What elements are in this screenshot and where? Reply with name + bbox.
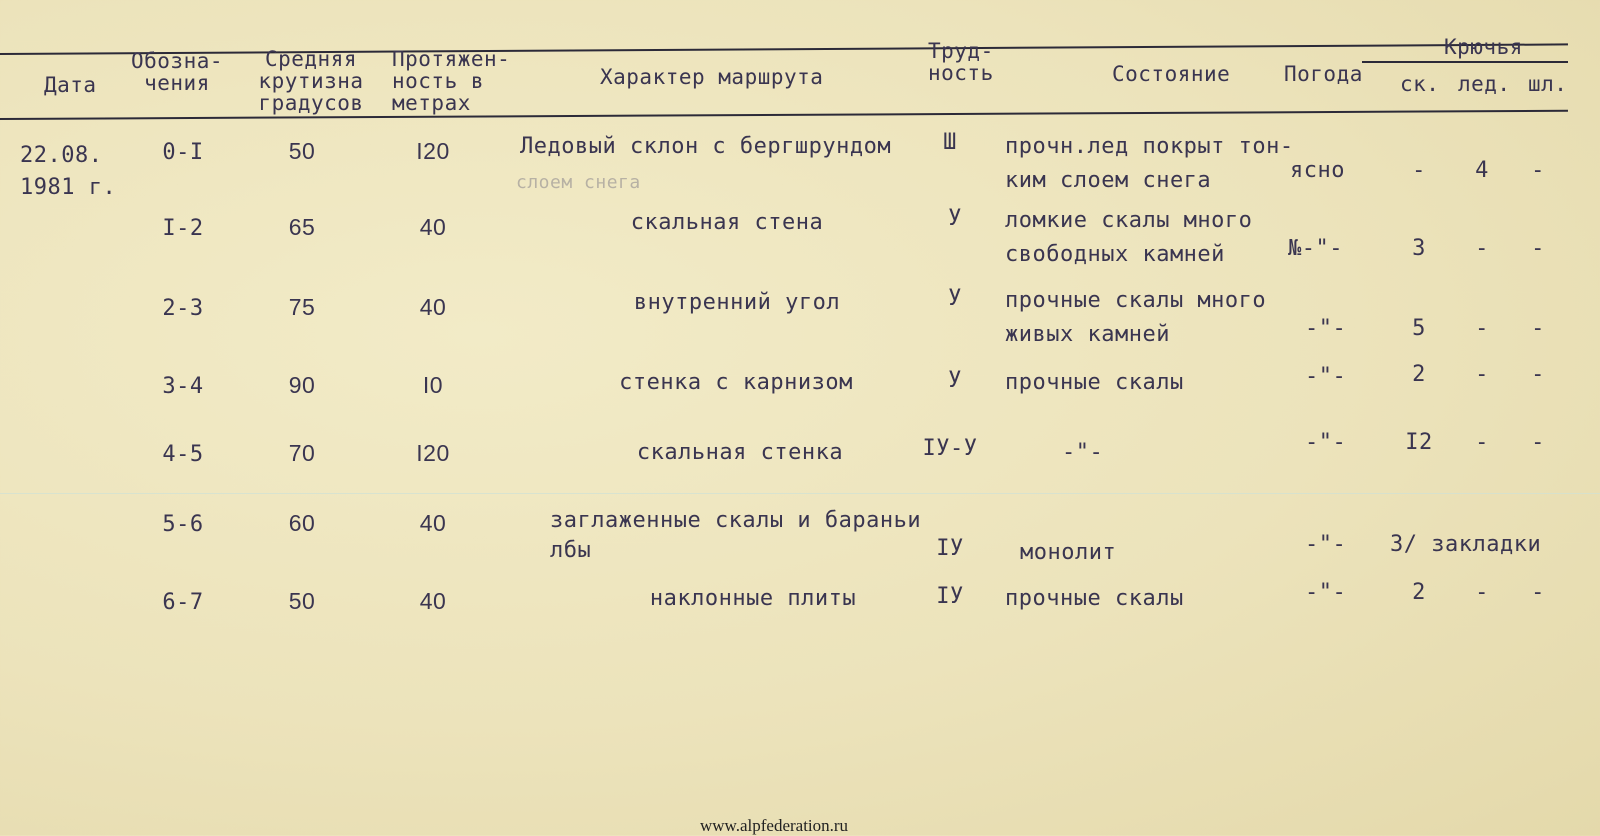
pitons-ice-value: 4 <box>1475 158 1489 183</box>
header-steepness: Средняя крутизна градусов <box>258 47 364 115</box>
header-designation: Обозна- чения <box>130 49 224 95</box>
route-character: скальная стена <box>630 210 824 235</box>
difficulty-value: IУ <box>936 584 964 609</box>
length-value: 40 <box>419 294 447 320</box>
length-value: 40 <box>419 510 447 536</box>
header-weather: Погода <box>1284 62 1363 86</box>
pitons-ice-value: - <box>1475 362 1489 387</box>
length-value: 40 <box>419 214 447 240</box>
steepness-value: 50 <box>288 138 316 164</box>
header-route-character: Характер маршрута <box>600 65 824 89</box>
difficulty-value: Ш <box>943 130 957 155</box>
pitons-rock-value: 3/ закладки <box>1390 532 1542 557</box>
pitons-rule <box>1362 61 1568 63</box>
pitons-rock-value: 2 <box>1412 580 1426 605</box>
length-value: 40 <box>419 588 447 614</box>
condition-value: прочные скалы <box>1005 370 1184 395</box>
header-condition: Состояние <box>1112 62 1231 86</box>
segment-label: I-2 <box>162 216 204 241</box>
condition-value: прочные скалы много живых камней <box>1005 288 1267 347</box>
pitons-rock-value: I2 <box>1405 430 1433 455</box>
pitons-screw-value: - <box>1531 236 1545 261</box>
route-character: наклонные плиты <box>649 586 857 611</box>
weather-value: -"- <box>1305 532 1347 557</box>
weather-value: №-"- <box>1288 236 1343 261</box>
segment-label: 2-3 <box>162 296 204 321</box>
scan-artifact-line <box>0 493 1600 494</box>
header-pitons-ice: лед. <box>1458 72 1511 96</box>
pitons-ice-value: - <box>1475 430 1489 455</box>
pitons-screw-value: - <box>1531 430 1545 455</box>
length-value: I20 <box>416 440 450 466</box>
segment-label: 3-4 <box>162 374 204 399</box>
condition-value: ломкие скалы много свободных камней <box>1005 208 1253 267</box>
weather-value: -"- <box>1305 364 1347 389</box>
header-pitons-rock: ск. <box>1400 72 1440 96</box>
condition-value: прочн.лед покрыт тон- ким слоем снега <box>1005 134 1294 193</box>
weather-value: ясно <box>1290 158 1345 183</box>
pitons-screw-value: - <box>1531 158 1545 183</box>
route-character: скальная стенка <box>636 440 844 465</box>
length-value: I20 <box>416 138 450 164</box>
steepness-value: 50 <box>288 588 316 614</box>
pitons-ice-value: - <box>1475 236 1489 261</box>
difficulty-value: У <box>948 286 962 311</box>
difficulty-value: IУ <box>936 536 964 561</box>
header-difficulty: Труд- ность <box>928 39 994 85</box>
pitons-screw-value: - <box>1531 580 1545 605</box>
pitons-screw-value: - <box>1531 316 1545 341</box>
header-bottom-rule <box>0 110 1568 120</box>
weather-value: -"- <box>1305 580 1347 605</box>
steepness-value: 90 <box>288 372 316 398</box>
length-value: I0 <box>422 372 444 398</box>
difficulty-value: У <box>948 368 962 393</box>
pitons-rock-value: 3 <box>1412 236 1426 261</box>
pitons-rock-value: - <box>1412 158 1426 183</box>
difficulty-value: У <box>948 206 962 231</box>
header-pitons: Крючья <box>1444 35 1523 59</box>
header-pitons-screw: шл. <box>1528 72 1568 96</box>
route-character: стенка с карнизом <box>619 370 853 395</box>
weather-value: -"- <box>1305 430 1347 455</box>
route-character: внутренний угол <box>633 290 841 315</box>
route-character: Ледовый склон с бергшрундом <box>520 134 892 159</box>
footer-url: www.alpfederation.ru <box>700 816 849 835</box>
pitons-ice-value: - <box>1475 580 1489 605</box>
segment-label: 0-I <box>162 140 204 165</box>
header-length: Протяжен- ность в метрах <box>392 47 511 115</box>
condition-value: прочные скалы <box>1005 586 1184 611</box>
pitons-rock-value: 5 <box>1412 316 1426 341</box>
steepness-value: 70 <box>288 440 316 466</box>
pitons-screw-value: - <box>1531 362 1545 387</box>
weather-value: -"- <box>1305 316 1347 341</box>
condition-value: -"- <box>1062 440 1104 465</box>
pitons-ice-value: - <box>1475 316 1489 341</box>
route-character: заглаженные скалы и бараньи лбы <box>550 508 922 563</box>
segment-label: 6-7 <box>162 590 204 615</box>
steepness-value: 60 <box>288 510 316 536</box>
segment-label: 5-6 <box>162 512 204 537</box>
header-top-rule <box>0 43 1568 55</box>
header-date: Дата <box>44 73 97 97</box>
difficulty-value: IУ-У <box>922 436 978 461</box>
date-value: 22.08. 1981 г. <box>20 143 117 200</box>
faded-text: слоем снега <box>516 172 641 193</box>
pitons-rock-value: 2 <box>1412 362 1426 387</box>
condition-value: монолит <box>1020 540 1117 565</box>
steepness-value: 75 <box>288 294 316 320</box>
steepness-value: 65 <box>288 214 316 240</box>
segment-label: 4-5 <box>162 442 204 467</box>
